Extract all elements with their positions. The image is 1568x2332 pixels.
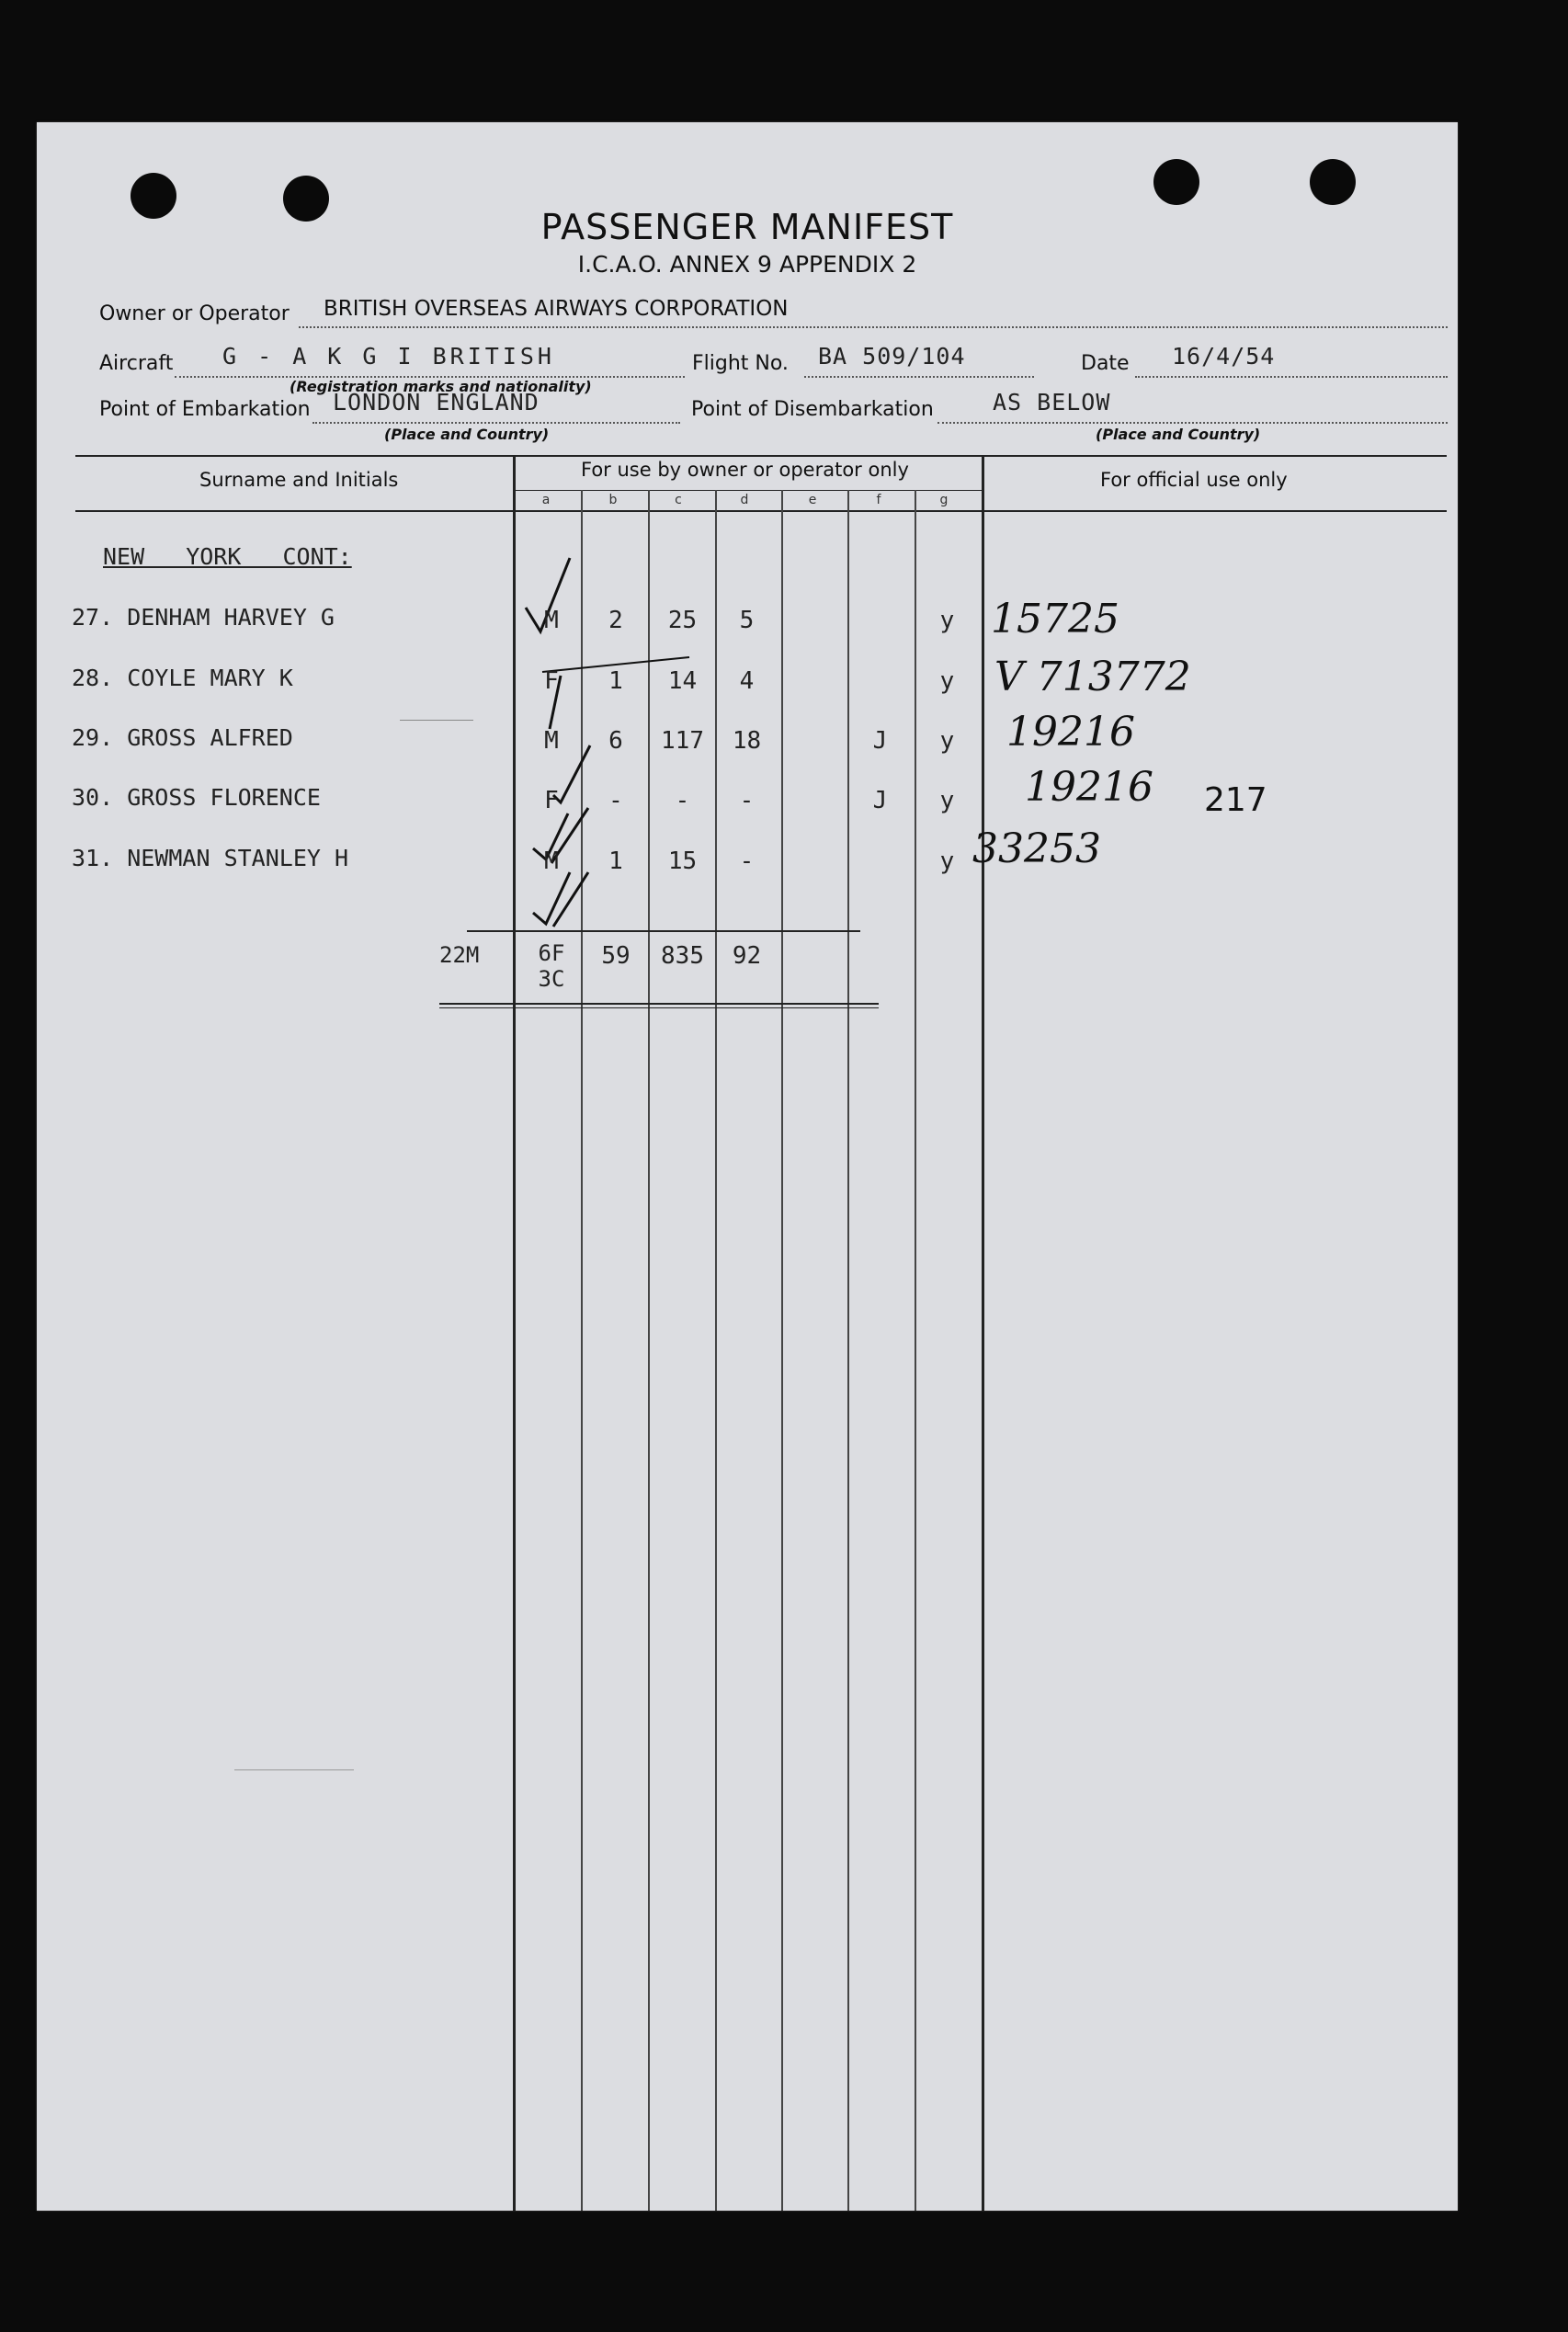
subcolumn-g-header: g <box>939 493 949 507</box>
cell-g: y <box>939 727 955 755</box>
cell-c: 117 <box>661 727 704 755</box>
cell-c: 25 <box>667 607 698 634</box>
subcolumn-f-header: f <box>876 493 881 507</box>
cell-g: y <box>939 847 955 875</box>
cell-d: - <box>739 787 755 814</box>
total-a-female: 6F <box>538 940 565 966</box>
total-c: 835 <box>661 942 704 970</box>
subcolumn-e-header: e <box>808 493 817 507</box>
owner-use-column-header: For use by owner or operator only <box>581 459 909 481</box>
check-mark-icon <box>533 872 588 927</box>
cell-a: M <box>544 607 559 634</box>
date-value: 16/4/54 <box>1172 343 1276 370</box>
cell-f: J <box>872 787 888 814</box>
cell-g: y <box>939 607 955 634</box>
disembarkation-label: Point of Disembarkation <box>691 398 934 421</box>
embarkation-dotted-line <box>312 422 680 424</box>
stray-mark <box>400 720 473 721</box>
table-top-border <box>75 455 1447 457</box>
cell-g: y <box>939 787 955 814</box>
owner-label: Owner or Operator <box>99 302 290 325</box>
passenger-name: 31. NEWMAN STANLEY H <box>72 845 349 871</box>
embarkation-note: (Place and Country) <box>384 426 550 443</box>
cell-b: 1 <box>608 847 623 875</box>
total-d: 92 <box>732 942 762 970</box>
aircraft-value: G - A K G I BRITISH <box>222 343 555 370</box>
document-title: PASSENGER MANIFEST <box>540 207 954 247</box>
cell-c: 14 <box>667 667 698 695</box>
cell-c: 15 <box>667 847 698 875</box>
official-handwritten-number: 33253 <box>972 825 1101 872</box>
subcolumn-divider <box>513 490 983 491</box>
passenger-name: 27. DENHAM HARVEY G <box>72 604 335 631</box>
cell-a: M <box>544 847 559 875</box>
stamp-number: 217 <box>1204 781 1267 819</box>
cell-f: J <box>872 727 888 755</box>
official-handwritten-number: V 713772 <box>994 654 1191 700</box>
total-a-children: 3C <box>538 966 565 992</box>
subcolumn-d-header: d <box>740 493 749 507</box>
column-divider <box>781 490 783 2211</box>
passenger-name: 30. GROSS FLORENCE <box>72 784 321 811</box>
official-handwritten-number: 19216 <box>1025 764 1153 811</box>
cell-d: 5 <box>739 607 755 634</box>
cell-b: 1 <box>608 667 623 695</box>
cell-d: - <box>739 847 755 875</box>
total-males: 22M <box>439 942 480 968</box>
owner-dotted-line <box>299 326 1448 328</box>
totals-top-rule <box>467 930 860 932</box>
surname-column-header: Surname and Initials <box>199 469 399 491</box>
disembarkation-value: AS BELOW <box>993 389 1111 415</box>
manifest-sheet <box>37 122 1458 2211</box>
official-handwritten-number: 19216 <box>1006 709 1135 756</box>
disembarkation-note: (Place and Country) <box>1096 426 1261 443</box>
cell-a: M <box>544 727 559 755</box>
totals-bottom-rule <box>439 1007 879 1008</box>
date-dotted-line <box>1135 376 1448 378</box>
registration-note: (Registration marks and nationality) <box>290 378 592 395</box>
owner-value: BRITISH OVERSEAS AIRWAYS CORPORATION <box>324 297 789 321</box>
passenger-name: 28. COYLE MARY K <box>72 665 293 691</box>
cell-d: 18 <box>732 727 762 755</box>
flight-label: Flight No. <box>692 352 789 375</box>
total-b: 59 <box>601 942 631 970</box>
cell-b: 6 <box>608 727 623 755</box>
date-label: Date <box>1081 352 1130 375</box>
aircraft-label: Aircraft <box>99 352 174 375</box>
cell-a: F <box>544 787 559 814</box>
cell-b: 2 <box>608 607 623 634</box>
official-use-column-header: For official use only <box>1100 469 1288 491</box>
document-subtitle: I.C.A.O. ANNEX 9 APPENDIX 2 <box>577 251 917 278</box>
punch-hole <box>1153 159 1199 205</box>
subcolumn-b-header: b <box>608 493 618 507</box>
section-heading: NEW YORK CONT: <box>103 543 352 570</box>
passenger-name: 29. GROSS ALFRED <box>72 724 293 751</box>
cell-d: 4 <box>739 667 755 695</box>
stray-mark <box>234 1769 354 1770</box>
official-handwritten-number: 15725 <box>991 596 1119 643</box>
subcolumn-c-header: c <box>675 493 682 507</box>
flight-dotted-line <box>804 376 1034 378</box>
cell-g: y <box>939 667 955 695</box>
table-header-bottom-border <box>75 510 1447 512</box>
cell-c: - <box>675 787 690 814</box>
cell-a: F <box>544 667 559 695</box>
totals-bottom-rule <box>439 1003 879 1005</box>
column-divider <box>847 490 849 2211</box>
flight-value: BA 509/104 <box>818 343 966 370</box>
subcolumn-a-header: a <box>541 493 551 507</box>
cell-b: - <box>608 787 623 814</box>
punch-hole <box>1310 159 1356 205</box>
disembarkation-dotted-line <box>937 422 1448 424</box>
embarkation-label: Point of Embarkation <box>99 398 311 421</box>
embarkation-value: LONDON ENGLAND <box>333 389 540 415</box>
column-divider <box>915 490 916 2211</box>
column-divider <box>982 455 984 2211</box>
